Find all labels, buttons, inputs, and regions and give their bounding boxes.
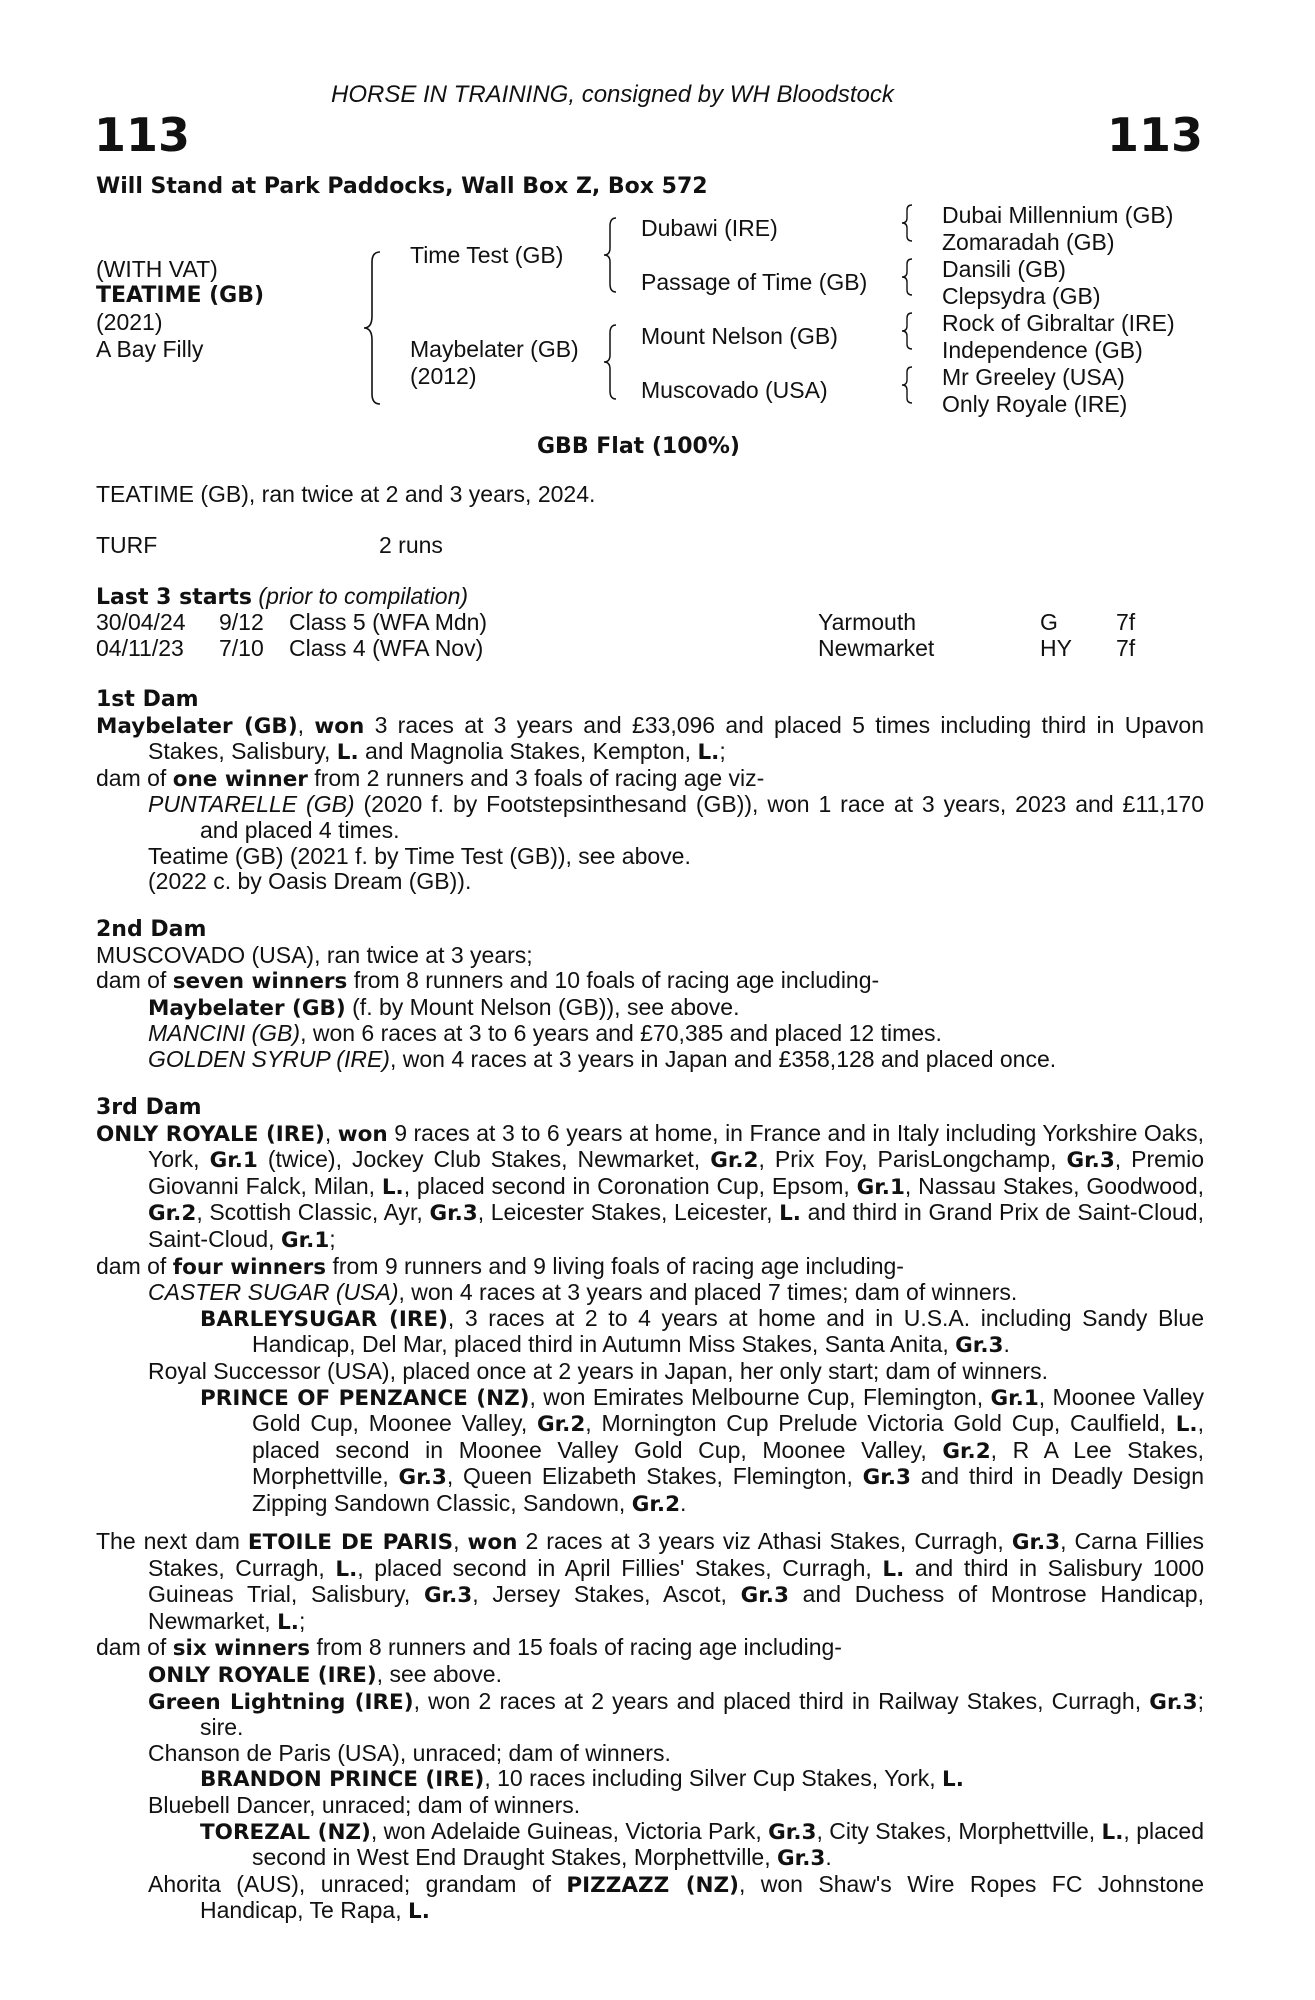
second-dam-heading: 2nd Dam (96, 917, 207, 942)
progeny-entry: PUNTARELLE (GB) (2020 f. by Footstepsinthesand (GB)), won 1 race at 3 years, 2023 and £11,170 and placed 4 times. (148, 791, 1204, 843)
surface-runs: 2 runs (379, 532, 443, 558)
pedigree-dam-year: (2012) (410, 363, 477, 389)
progeny-entry: MANCINI (GB), won 6 races at 3 to 6 years and £70,385 and placed 12 times. (148, 1020, 942, 1047)
pedigree-ggp: Only Royale (IRE) (942, 391, 1128, 417)
pedigree-sire: Time Test (GB) (410, 242, 564, 268)
pedigree-dam: Maybelater (GB) (410, 336, 579, 362)
progeny-entry: Teatime (GB) (2021 f. by Time Test (GB)), see above. (148, 842, 691, 869)
start-position: 7/10 (219, 635, 264, 661)
lot-number-left: 113 (94, 108, 191, 162)
progeny-entry: Ahorita (AUS), unraced; grandam of PIZZAZZ (NZ), won Shaw's Wire Ropes FC Johnstone Handicap, Te Rapa, L. (148, 1870, 1204, 1925)
pedigree-ggp: Zomaradah (GB) (942, 229, 1115, 255)
progeny-entry: BRANDON PRINCE (IRE), 10 races including Silver Cup Stakes, York, L. (200, 1765, 964, 1793)
third-dam-record: ONLY ROYALE (IRE), won 9 races at 3 to 6 years at home, in France and in Italy including Yorkshire Oaks, York, Gr.1 (twice), Jockey Club Stakes, Newmarket, Gr.2, Prix Foy, ParisLongchamp, Gr.3, Premio Giovanni Falck, Milan, L., placed second in Coronation Cup, Epsom, Gr.1, Nassau Stakes, Goodwood, Gr.2, Scottish Classic, Ayr, Gr.3, Leicester Stakes, Leicester, L. and third in Grand Prix de Saint-Cloud, Saint-Cloud, Gr.1; (96, 1119, 1205, 1253)
progeny-entry: BARLEYSUGAR (IRE), 3 races at 2 to 4 years at home and in U.S.A. including Sandy Blue Handicap, Del Mar, placed third in Autumn Miss Stakes, Santa Anita, Gr.3. (200, 1304, 1204, 1359)
progeny-entry: (2022 c. by Oasis Dream (GB)). (148, 868, 472, 895)
progeny-entry: Maybelater (GB) (f. by Mount Nelson (GB)), see above. (148, 993, 740, 1021)
second-dam-progeny-summary: dam of seven winners from 8 runners and 10 foals of racing age including- (96, 967, 880, 995)
first-dam-progeny-summary: dam of one winner from 2 runners and 3 foals of racing age viz- (96, 764, 765, 792)
lot-number-right: 113 (1106, 108, 1203, 162)
pedigree-ggp: Clepsydra (GB) (942, 283, 1101, 309)
pedigree-ggp: Mr Greeley (USA) (942, 364, 1125, 390)
start-course: Yarmouth (818, 609, 917, 635)
progeny-entry: GOLDEN SYRUP (IRE), won 4 races at 3 years in Japan and £358,128 and placed once. (148, 1045, 1057, 1072)
horse-name: TEATIME (GB) (96, 283, 265, 308)
start-course: Newmarket (818, 635, 935, 661)
start-date: 30/04/24 (96, 609, 186, 635)
won-label: won (314, 713, 365, 739)
race-summary: TEATIME (GB), ran twice at 2 and 3 years, 2024. (96, 481, 596, 507)
pedigree-brace-ggp1 (898, 203, 918, 243)
vat-status: (WITH VAT) (96, 256, 218, 282)
next-dam-record: The next dam ETOILE DE PARIS, won 2 races at 3 years viz Athasi Stakes, Curragh, Gr.3, Carna Fillies Stakes, Curragh, L., placed second in April Fillies' Stakes, Curragh, L. and third in Salisbury 1000 Guineas Trial, Salisbury, Gr.3, Jersey Stakes, Ascot, Gr.3 and Duchess of Montrose Handicap, Newmarket, L.; (96, 1528, 1205, 1635)
start-date: 04/11/23 (96, 635, 184, 661)
pedigree-ggp: Dubai Millennium (GB) (942, 202, 1174, 228)
third-dam-section (96, 1095, 1204, 1518)
progeny-entry: TOREZAL (NZ), won Adelaide Guineas, Victoria Park, Gr.3, City Stakes, Morphettville, L., placed second in West End Draught Stakes, Morphettville, Gr.3. (200, 1817, 1204, 1872)
next-dam-section (96, 1529, 1204, 1925)
surface-label: TURF (96, 532, 158, 558)
pedigree-brace-ggp3 (898, 311, 918, 351)
start-going: HY (1040, 635, 1072, 661)
pedigree-brace-main (360, 248, 390, 408)
progeny-entry: Green Lightning (IRE), won 2 races at 2 years and placed third in Railway Stakes, Curragh, Gr.3; sire. (148, 1687, 1204, 1741)
gbb-rating: GBB Flat (100%) (537, 434, 740, 459)
consignment-header: HORSE IN TRAINING, consigned by WH Bloodstock (331, 81, 894, 108)
pedigree-brace-ggp4 (898, 365, 918, 405)
pedigree-ggp: Rock of Gibraltar (IRE) (942, 310, 1175, 336)
pedigree-brace-ggp2 (898, 257, 918, 297)
progeny-entry: ONLY ROYALE (IRE), see above. (148, 1660, 502, 1688)
progeny-entry: Bluebell Dancer, unraced; dam of winners. (148, 1791, 581, 1818)
progeny-entry: CASTER SUGAR (USA), won 4 races at 3 years and placed 7 times; dam of winners. (148, 1279, 1018, 1306)
start-race: Class 5 (WFA Mdn) (289, 609, 488, 635)
pedigree-sire-sire: Dubawi (IRE) (641, 215, 778, 241)
start-distance: 7f (1116, 635, 1136, 661)
start-going: G (1040, 609, 1058, 635)
start-position: 9/12 (219, 609, 264, 635)
third-dam-heading: 3rd Dam (96, 1095, 202, 1120)
first-dam-record: Maybelater (GB), won 3 races at 3 years and £33,096 and placed 5 times including third in Upavon Stakes, Salisbury, L. and Magnolia Stakes, Kempton, L.; (96, 711, 1205, 766)
progeny-entry: PRINCE OF PENZANCE (NZ), won Emirates Melbourne Cup, Flemington, Gr.1, Moonee Valley Gold Cup, Moonee Valley, Gr.2, Mornington Cup Prelude Victoria Gold Cup, Caulfield, L., placed second in Moonee Valley Gold Cup, Moonee Valley, Gr.2, R A Lee Stakes, Morphettville, Gr.3, Queen Elizabeth Stakes, Flemington, Gr.3 and third in Deadly Design Zipping Sandown Classic, Sandown, Gr.2. (200, 1383, 1204, 1517)
pedigree-ggp: Independence (GB) (942, 337, 1143, 363)
second-dam-section (96, 917, 1204, 1073)
progeny-entry: Royal Successor (USA), placed once at 2 years in Japan, her only start; dam of winners. (148, 1357, 1048, 1384)
pedigree-brace-dam (600, 323, 624, 401)
last-starts-title: Last 3 starts (96, 585, 253, 610)
first-dam-heading: 1st Dam (96, 687, 199, 712)
horse-description: A Bay Filly (96, 336, 204, 362)
first-dam-name: Maybelater (GB) (96, 713, 298, 739)
second-dam-record: MUSCOVADO (USA), ran twice at 3 years; (96, 941, 533, 968)
start-race: Class 4 (WFA Nov) (289, 635, 484, 661)
last-starts-heading (96, 584, 468, 611)
pedigree-sire-dam: Passage of Time (GB) (641, 269, 868, 295)
horse-year: (2021) (96, 309, 163, 335)
third-dam-progeny-summary: dam of four winners from 9 runners and 9 living foals of racing age including- (96, 1252, 904, 1280)
next-dam-progeny-summary: dam of six winners from 8 runners and 15 foals of racing age including- (96, 1634, 842, 1662)
pedigree-dam-dam: Muscovado (USA) (641, 377, 828, 403)
last-starts-note: (prior to compilation) (258, 583, 469, 609)
pedigree-ggp: Dansili (GB) (942, 256, 1066, 282)
progeny-entry: Chanson de Paris (USA), unraced; dam of winners. (148, 1739, 671, 1766)
pedigree-brace-sire (600, 216, 624, 294)
first-dam-section (96, 687, 1204, 895)
start-distance: 7f (1116, 609, 1136, 635)
pedigree-dam-sire: Mount Nelson (GB) (641, 323, 838, 349)
stabling-info: Will Stand at Park Paddocks, Wall Box Z, Box 572 (96, 174, 708, 199)
